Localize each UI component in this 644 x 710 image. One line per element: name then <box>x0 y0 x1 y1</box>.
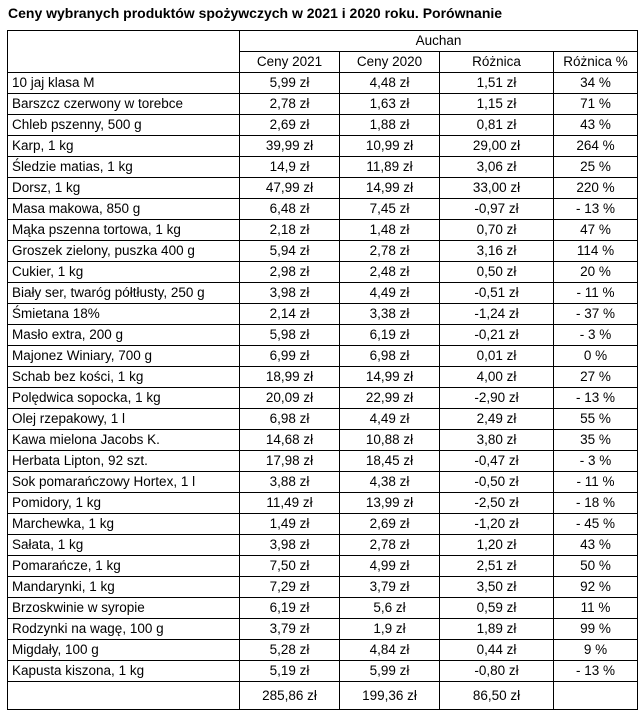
totals-row <box>8 682 638 710</box>
difference-cell: -0,50 zł <box>440 472 554 493</box>
difference-percent-cell: 55 % <box>554 409 638 430</box>
table-row <box>8 661 638 682</box>
difference-cell: -2,50 zł <box>440 493 554 514</box>
table-row <box>8 136 638 157</box>
difference-percent-cell: 25 % <box>554 157 638 178</box>
difference-cell: 0,70 zł <box>440 220 554 241</box>
product-name-cell: Polędwica sopocka, 1 kg <box>8 388 240 409</box>
price-2021-cell: 2,98 zł <box>240 262 340 283</box>
table-row <box>8 451 638 472</box>
column-header-difference: Różnica <box>440 52 554 73</box>
table-row <box>8 178 638 199</box>
difference-percent-cell: 35 % <box>554 430 638 451</box>
price-2021-cell: 2,78 zł <box>240 94 340 115</box>
price-2021-cell: 6,48 zł <box>240 199 340 220</box>
table-row <box>8 409 638 430</box>
difference-percent-cell: 11 % <box>554 598 638 619</box>
difference-percent-cell: 20 % <box>554 262 638 283</box>
price-2021-cell: 3,88 zł <box>240 472 340 493</box>
product-name-cell: Masło extra, 200 g <box>8 325 240 346</box>
price-2020-cell: 14,99 zł <box>340 178 440 199</box>
product-name-cell: Brzoskwinie w syropie <box>8 598 240 619</box>
difference-cell: 2,51 zł <box>440 556 554 577</box>
price-2021-cell: 7,29 zł <box>240 577 340 598</box>
product-name-cell: Kawa mielona Jacobs K. <box>8 430 240 451</box>
difference-percent-cell: 50 % <box>554 556 638 577</box>
price-2020-cell: 4,49 zł <box>340 409 440 430</box>
product-name-cell: Masa makowa, 850 g <box>8 199 240 220</box>
product-name-cell: Biały ser, twaróg półtłusty, 250 g <box>8 283 240 304</box>
table-row <box>8 115 638 136</box>
difference-cell: 4,00 zł <box>440 367 554 388</box>
price-2021-cell: 20,09 zł <box>240 388 340 409</box>
difference-percent-cell: - 3 % <box>554 451 638 472</box>
product-name-cell: Cukier, 1 kg <box>8 262 240 283</box>
table-row <box>8 346 638 367</box>
difference-cell: 0,81 zł <box>440 115 554 136</box>
table-row <box>8 535 638 556</box>
column-header-price-2020: Ceny 2020 <box>340 52 440 73</box>
price-2020-cell: 7,45 zł <box>340 199 440 220</box>
price-2020-cell: 4,99 zł <box>340 556 440 577</box>
price-2020-cell: 4,84 zł <box>340 640 440 661</box>
table-row <box>8 94 638 115</box>
difference-percent-cell: 9 % <box>554 640 638 661</box>
price-2020-cell: 1,48 zł <box>340 220 440 241</box>
table-row <box>8 304 638 325</box>
product-name-cell: Rodzynki na wagę, 100 g <box>8 619 240 640</box>
table-row <box>8 430 638 451</box>
price-2020-cell: 5,6 zł <box>340 598 440 619</box>
difference-cell: -0,80 zł <box>440 661 554 682</box>
difference-percent-cell: 43 % <box>554 535 638 556</box>
price-2021-cell: 5,99 zł <box>240 73 340 94</box>
difference-cell: 33,00 zł <box>440 178 554 199</box>
difference-percent-cell: - 13 % <box>554 661 638 682</box>
header-row-store <box>8 31 638 52</box>
price-2020-cell: 14,99 zł <box>340 367 440 388</box>
difference-percent-cell: - 45 % <box>554 514 638 535</box>
difference-percent-cell: 43 % <box>554 115 638 136</box>
difference-percent-cell: - 11 % <box>554 283 638 304</box>
table-row <box>8 241 638 262</box>
product-name-cell: Sok pomarańczowy Hortex, 1 l <box>8 472 240 493</box>
price-2021-cell: 2,14 zł <box>240 304 340 325</box>
total-price-2020-cell: 199,36 zł <box>340 682 440 710</box>
difference-percent-cell: - 13 % <box>554 388 638 409</box>
price-2020-cell: 6,98 zł <box>340 346 440 367</box>
price-2021-cell: 47,99 zł <box>240 178 340 199</box>
price-2020-cell: 10,99 zł <box>340 136 440 157</box>
store-header: Auchan <box>240 31 638 52</box>
difference-percent-cell: 220 % <box>554 178 638 199</box>
price-2020-cell: 11,89 zł <box>340 157 440 178</box>
table-row <box>8 472 638 493</box>
difference-percent-cell: 0 % <box>554 346 638 367</box>
table-row <box>8 577 638 598</box>
product-name-cell: Śledzie matias, 1 kg <box>8 157 240 178</box>
difference-percent-cell: 264 % <box>554 136 638 157</box>
difference-cell: 3,06 zł <box>440 157 554 178</box>
column-header-price-2021: Ceny 2021 <box>240 52 340 73</box>
table-row <box>8 325 638 346</box>
price-2020-cell: 1,63 zł <box>340 94 440 115</box>
table-row <box>8 220 638 241</box>
difference-percent-cell: 71 % <box>554 94 638 115</box>
difference-cell: 3,80 zł <box>440 430 554 451</box>
product-name-cell: Marchewka, 1 kg <box>8 514 240 535</box>
difference-cell: -0,97 zł <box>440 199 554 220</box>
header-corner-cell <box>8 31 240 73</box>
table-row <box>8 283 638 304</box>
page-title: Ceny wybranych produktów spożywczych w 2021 i 2020 roku. Porównanie <box>8 5 503 21</box>
price-2021-cell: 39,99 zł <box>240 136 340 157</box>
price-2021-cell: 5,19 zł <box>240 661 340 682</box>
difference-percent-cell: - 18 % <box>554 493 638 514</box>
price-2020-cell: 2,69 zł <box>340 514 440 535</box>
price-2021-cell: 7,50 zł <box>240 556 340 577</box>
price-2021-cell: 5,98 zł <box>240 325 340 346</box>
price-2021-cell: 5,28 zł <box>240 640 340 661</box>
difference-cell: -1,20 zł <box>440 514 554 535</box>
table-row <box>8 493 638 514</box>
product-name-cell: Karp, 1 kg <box>8 136 240 157</box>
product-name-cell: Herbata Lipton, 92 szt. <box>8 451 240 472</box>
difference-cell: 0,50 zł <box>440 262 554 283</box>
difference-percent-cell: 99 % <box>554 619 638 640</box>
product-name-cell: Majonez Winiary, 700 g <box>8 346 240 367</box>
table-row <box>8 157 638 178</box>
price-2021-cell: 2,69 zł <box>240 115 340 136</box>
difference-cell: 1,89 zł <box>440 619 554 640</box>
price-2021-cell: 14,68 zł <box>240 430 340 451</box>
price-2020-cell: 4,48 zł <box>340 73 440 94</box>
price-comparison-table <box>7 30 638 710</box>
price-2021-cell: 3,79 zł <box>240 619 340 640</box>
difference-cell: 0,44 zł <box>440 640 554 661</box>
table-row <box>8 598 638 619</box>
price-2020-cell: 3,79 zł <box>340 577 440 598</box>
price-2021-cell: 6,19 zł <box>240 598 340 619</box>
product-name-cell: Chleb pszenny, 500 g <box>8 115 240 136</box>
table-row <box>8 73 638 94</box>
totals-label-cell <box>8 682 240 710</box>
table-row <box>8 262 638 283</box>
table-row <box>8 367 638 388</box>
price-2020-cell: 2,48 zł <box>340 262 440 283</box>
difference-cell: 3,50 zł <box>440 577 554 598</box>
price-2021-cell: 18,99 zł <box>240 367 340 388</box>
difference-cell: 1,51 zł <box>440 73 554 94</box>
price-2021-cell: 17,98 zł <box>240 451 340 472</box>
price-2020-cell: 1,9 zł <box>340 619 440 640</box>
product-name-cell: Sałata, 1 kg <box>8 535 240 556</box>
difference-percent-cell: - 37 % <box>554 304 638 325</box>
price-2020-cell: 22,99 zł <box>340 388 440 409</box>
product-name-cell: Groszek zielony, puszka 400 g <box>8 241 240 262</box>
difference-cell: 0,59 zł <box>440 598 554 619</box>
product-name-cell: Mandarynki, 1 kg <box>8 577 240 598</box>
difference-percent-cell: 27 % <box>554 367 638 388</box>
price-2021-cell: 5,94 zł <box>240 241 340 262</box>
difference-percent-cell: 92 % <box>554 577 638 598</box>
price-2020-cell: 13,99 zł <box>340 493 440 514</box>
difference-percent-cell: 114 % <box>554 241 638 262</box>
difference-percent-cell: 47 % <box>554 220 638 241</box>
difference-cell: -1,24 zł <box>440 304 554 325</box>
difference-cell: 1,15 zł <box>440 94 554 115</box>
table-row <box>8 640 638 661</box>
price-2020-cell: 10,88 zł <box>340 430 440 451</box>
table-row <box>8 619 638 640</box>
product-name-cell: Kapusta kiszona, 1 kg <box>8 661 240 682</box>
table-row <box>8 388 638 409</box>
price-2021-cell: 6,99 zł <box>240 346 340 367</box>
price-2020-cell: 3,38 zł <box>340 304 440 325</box>
product-name-cell: Mąka pszenna tortowa, 1 kg <box>8 220 240 241</box>
difference-percent-cell: - 3 % <box>554 325 638 346</box>
difference-percent-cell: - 13 % <box>554 199 638 220</box>
price-2020-cell: 4,49 zł <box>340 283 440 304</box>
product-name-cell: Olej rzepakowy, 1 l <box>8 409 240 430</box>
price-2020-cell: 4,38 zł <box>340 472 440 493</box>
price-2021-cell: 11,49 zł <box>240 493 340 514</box>
price-2020-cell: 2,78 zł <box>340 241 440 262</box>
product-name-cell: Pomidory, 1 kg <box>8 493 240 514</box>
product-name-cell: Pomarańcze, 1 kg <box>8 556 240 577</box>
price-2020-cell: 1,88 zł <box>340 115 440 136</box>
product-name-cell: Śmietana 18% <box>8 304 240 325</box>
table-row <box>8 199 638 220</box>
difference-cell: -2,90 zł <box>440 388 554 409</box>
difference-percent-cell: - 11 % <box>554 472 638 493</box>
difference-cell: -0,21 zł <box>440 325 554 346</box>
price-2020-cell: 6,19 zł <box>340 325 440 346</box>
difference-cell: 2,49 zł <box>440 409 554 430</box>
price-2020-cell: 2,78 zł <box>340 535 440 556</box>
difference-cell: -0,51 zł <box>440 283 554 304</box>
column-header-difference-percent: Różnica % <box>554 52 638 73</box>
price-2021-cell: 6,98 zł <box>240 409 340 430</box>
product-name-cell: 10 jaj klasa M <box>8 73 240 94</box>
product-name-cell: Migdały, 100 g <box>8 640 240 661</box>
price-2020-cell: 18,45 zł <box>340 451 440 472</box>
table-row <box>8 556 638 577</box>
price-2021-cell: 1,49 zł <box>240 514 340 535</box>
price-2021-cell: 3,98 zł <box>240 535 340 556</box>
difference-cell: 1,20 zł <box>440 535 554 556</box>
total-difference-percent-cell <box>554 682 638 710</box>
product-name-cell: Dorsz, 1 kg <box>8 178 240 199</box>
difference-cell: -0,47 zł <box>440 451 554 472</box>
price-2021-cell: 3,98 zł <box>240 283 340 304</box>
difference-percent-cell: 34 % <box>554 73 638 94</box>
price-2020-cell: 5,99 zł <box>340 661 440 682</box>
difference-cell: 29,00 zł <box>440 136 554 157</box>
product-name-cell: Barszcz czerwony w torebce <box>8 94 240 115</box>
price-2021-cell: 14,9 zł <box>240 157 340 178</box>
price-2021-cell: 2,18 zł <box>240 220 340 241</box>
table-row <box>8 514 638 535</box>
difference-cell: 3,16 zł <box>440 241 554 262</box>
total-difference-cell: 86,50 zł <box>440 682 554 710</box>
difference-cell: 0,01 zł <box>440 346 554 367</box>
product-name-cell: Schab bez kości, 1 kg <box>8 367 240 388</box>
total-price-2021-cell: 285,86 zł <box>240 682 340 710</box>
